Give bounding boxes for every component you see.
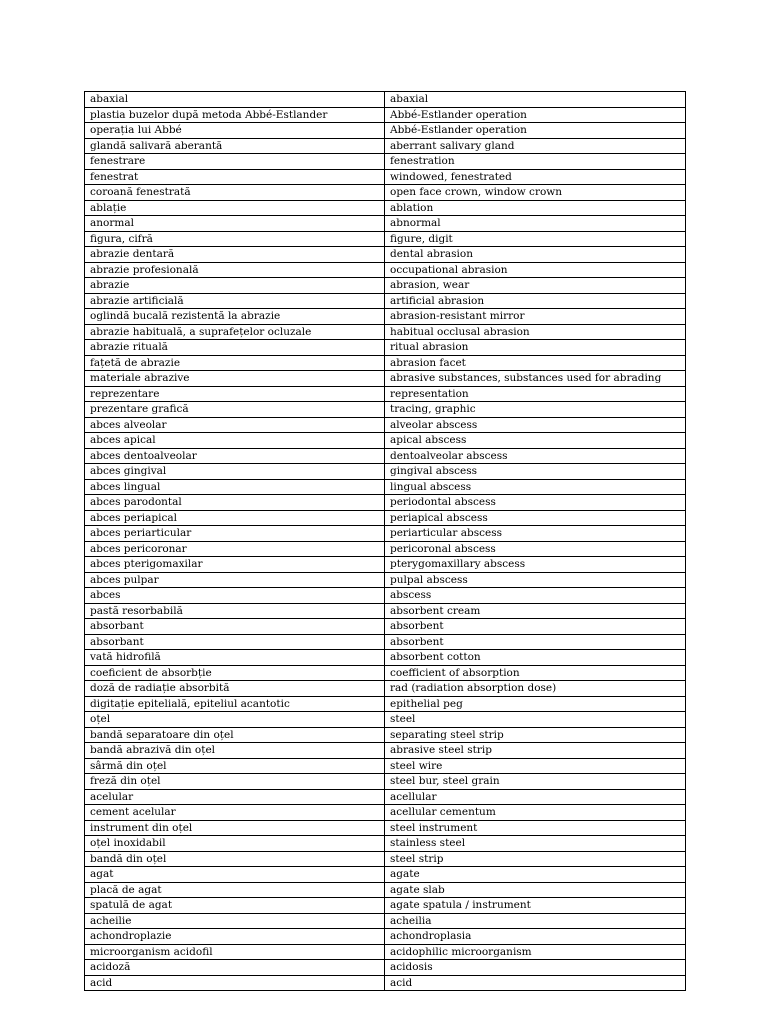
romanian-term-cell: abrazie dentară (85, 247, 385, 263)
english-term-cell: epithelial peg (385, 696, 686, 712)
romanian-term-cell: absorbant (85, 619, 385, 635)
english-term-cell: lingual abscess (385, 479, 686, 495)
english-term-cell: dental abrasion (385, 247, 686, 263)
table-row (85, 371, 686, 387)
romanian-term-cell: figura, cifră (85, 231, 385, 247)
romanian-term-cell: acheilie (85, 913, 385, 929)
table-row (85, 774, 686, 790)
table-row (85, 340, 686, 356)
english-term-cell: acellular cementum (385, 805, 686, 821)
table-row (85, 324, 686, 340)
romanian-term-cell: abces periarticular (85, 526, 385, 542)
romanian-term-cell: glandă salivară aberantă (85, 138, 385, 154)
english-term-cell: representation (385, 386, 686, 402)
english-term-cell: periapical abscess (385, 510, 686, 526)
english-term-cell: steel bur, steel grain (385, 774, 686, 790)
table-row (85, 960, 686, 976)
table-row (85, 293, 686, 309)
table-row (85, 154, 686, 170)
romanian-term-cell: cement acelular (85, 805, 385, 821)
romanian-term-cell: anormal (85, 216, 385, 232)
table-row (85, 913, 686, 929)
romanian-term-cell: abces (85, 588, 385, 604)
english-term-cell: acid (385, 975, 686, 991)
romanian-term-cell: abces apical (85, 433, 385, 449)
romanian-term-cell: ablație (85, 200, 385, 216)
romanian-term-cell: digitație epitelială, epiteliul acantotic (85, 696, 385, 712)
table-row (85, 898, 686, 914)
english-term-cell: Abbé-Estlander operation (385, 107, 686, 123)
english-term-cell: aberrant salivary gland (385, 138, 686, 154)
table-row (85, 882, 686, 898)
romanian-term-cell: prezentare grafică (85, 402, 385, 418)
table-row (85, 758, 686, 774)
romanian-term-cell: acidoză (85, 960, 385, 976)
english-term-cell: absorbent (385, 619, 686, 635)
english-term-cell: abrasion facet (385, 355, 686, 371)
english-term-cell: artificial abrasion (385, 293, 686, 309)
table-row (85, 479, 686, 495)
romanian-term-cell: vată hidrofilă (85, 650, 385, 666)
romanian-term-cell: bandă din oțel (85, 851, 385, 867)
english-term-cell: acidophilic microorganism (385, 944, 686, 960)
romanian-term-cell: materiale abrazive (85, 371, 385, 387)
romanian-term-cell: plastia buzelor după metoda Abbé-Estlander (85, 107, 385, 123)
romanian-term-cell: oglindă bucală rezistentă la abrazie (85, 309, 385, 325)
english-term-cell: gingival abscess (385, 464, 686, 480)
english-term-cell: agate spatula / instrument (385, 898, 686, 914)
romanian-term-cell: bandă separatoare din oțel (85, 727, 385, 743)
glossary-table-body (85, 92, 686, 991)
table-row (85, 634, 686, 650)
english-term-cell: occupational abrasion (385, 262, 686, 278)
romanian-term-cell: abrazie (85, 278, 385, 294)
english-term-cell: pulpal abscess (385, 572, 686, 588)
table-row (85, 278, 686, 294)
table-row (85, 541, 686, 557)
english-term-cell: acidosis (385, 960, 686, 976)
english-term-cell: absorbent cream (385, 603, 686, 619)
table-row (85, 929, 686, 945)
english-term-cell: figure, digit (385, 231, 686, 247)
table-row (85, 588, 686, 604)
romanian-term-cell: acid (85, 975, 385, 991)
table-row (85, 867, 686, 883)
table-row (85, 665, 686, 681)
romanian-term-cell: operația lui Abbé (85, 123, 385, 139)
romanian-term-cell: abces pterigomaxilar (85, 557, 385, 573)
english-term-cell: alveolar abscess (385, 417, 686, 433)
english-term-cell: periodontal abscess (385, 495, 686, 511)
table-row (85, 216, 686, 232)
table-row (85, 743, 686, 759)
table-row (85, 603, 686, 619)
table-row (85, 650, 686, 666)
romanian-term-cell: pastă resorbabilă (85, 603, 385, 619)
english-term-cell: coefficient of absorption (385, 665, 686, 681)
table-row (85, 526, 686, 542)
english-term-cell: periarticular abscess (385, 526, 686, 542)
table-row (85, 836, 686, 852)
romanian-term-cell: oțel (85, 712, 385, 728)
english-term-cell: acheilia (385, 913, 686, 929)
english-term-cell: apical abscess (385, 433, 686, 449)
romanian-term-cell: abces alveolar (85, 417, 385, 433)
table-row (85, 309, 686, 325)
romanian-term-cell: reprezentare (85, 386, 385, 402)
english-term-cell: ablation (385, 200, 686, 216)
table-row (85, 107, 686, 123)
table-row (85, 510, 686, 526)
english-term-cell: abrasion-resistant mirror (385, 309, 686, 325)
romanian-term-cell: abrazie rituală (85, 340, 385, 356)
english-term-cell: steel instrument (385, 820, 686, 836)
english-term-cell: steel strip (385, 851, 686, 867)
english-term-cell: Abbé-Estlander operation (385, 123, 686, 139)
romanian-term-cell: placă de agat (85, 882, 385, 898)
table-row (85, 200, 686, 216)
english-term-cell: abscess (385, 588, 686, 604)
english-term-cell: open face crown, window crown (385, 185, 686, 201)
english-term-cell: abaxial (385, 92, 686, 108)
table-row (85, 448, 686, 464)
romanian-term-cell: abces lingual (85, 479, 385, 495)
english-term-cell: achondroplasia (385, 929, 686, 945)
english-term-cell: agate (385, 867, 686, 883)
table-row (85, 495, 686, 511)
table-row (85, 619, 686, 635)
romanian-term-cell: sârmă din oțel (85, 758, 385, 774)
english-term-cell: tracing, graphic (385, 402, 686, 418)
english-term-cell: ritual abrasion (385, 340, 686, 356)
table-row (85, 464, 686, 480)
romanian-term-cell: acelular (85, 789, 385, 805)
english-term-cell: abrasive steel strip (385, 743, 686, 759)
table-row (85, 805, 686, 821)
romanian-term-cell: coroană fenestrată (85, 185, 385, 201)
romanian-term-cell: abrazie artificială (85, 293, 385, 309)
english-term-cell: agate slab (385, 882, 686, 898)
romanian-term-cell: doză de radiație absorbită (85, 681, 385, 697)
english-term-cell: abrasion, wear (385, 278, 686, 294)
table-row (85, 231, 686, 247)
romanian-term-cell: absorbant (85, 634, 385, 650)
table-row (85, 851, 686, 867)
romanian-term-cell: oțel inoxidabil (85, 836, 385, 852)
english-term-cell: stainless steel (385, 836, 686, 852)
romanian-term-cell: bandă abrazivă din oțel (85, 743, 385, 759)
romanian-term-cell: agat (85, 867, 385, 883)
table-row (85, 789, 686, 805)
romanian-term-cell: abaxial (85, 92, 385, 108)
romanian-term-cell: fenestrat (85, 169, 385, 185)
romanian-term-cell: fațetă de abrazie (85, 355, 385, 371)
romanian-term-cell: abrazie profesională (85, 262, 385, 278)
english-term-cell: absorbent (385, 634, 686, 650)
table-row (85, 417, 686, 433)
english-term-cell: rad (radiation absorption dose) (385, 681, 686, 697)
romanian-term-cell: microorganism acidofil (85, 944, 385, 960)
english-term-cell: habitual occlusal abrasion (385, 324, 686, 340)
table-row (85, 681, 686, 697)
english-term-cell: windowed, fenestrated (385, 169, 686, 185)
table-row (85, 355, 686, 371)
table-row (85, 727, 686, 743)
table-row (85, 696, 686, 712)
table-row (85, 402, 686, 418)
table-row (85, 386, 686, 402)
table-row (85, 262, 686, 278)
table-row (85, 820, 686, 836)
english-term-cell: steel (385, 712, 686, 728)
english-term-cell: abrasive substances, substances used for abrading (385, 371, 686, 387)
romanian-term-cell: fenestrare (85, 154, 385, 170)
english-term-cell: fenestration (385, 154, 686, 170)
english-term-cell: steel wire (385, 758, 686, 774)
table-row (85, 712, 686, 728)
romanian-term-cell: abces dentoalveolar (85, 448, 385, 464)
romanian-term-cell: instrument din oțel (85, 820, 385, 836)
table-row (85, 169, 686, 185)
english-term-cell: separating steel strip (385, 727, 686, 743)
english-term-cell: abnormal (385, 216, 686, 232)
romanian-term-cell: abces pericoronar (85, 541, 385, 557)
table-row (85, 975, 686, 991)
romanian-term-cell: achondroplazie (85, 929, 385, 945)
romanian-term-cell: abces periapical (85, 510, 385, 526)
romanian-term-cell: spatulă de agat (85, 898, 385, 914)
romanian-term-cell: abces pulpar (85, 572, 385, 588)
table-row (85, 557, 686, 573)
romanian-term-cell: abrazie habituală, a suprafețelor ocluzale (85, 324, 385, 340)
table-row (85, 247, 686, 263)
english-term-cell: absorbent cotton (385, 650, 686, 666)
table-row (85, 185, 686, 201)
table-row (85, 433, 686, 449)
romanian-term-cell: freză din oțel (85, 774, 385, 790)
english-term-cell: pterygomaxillary abscess (385, 557, 686, 573)
table-row (85, 944, 686, 960)
english-term-cell: pericoronal abscess (385, 541, 686, 557)
english-term-cell: acellular (385, 789, 686, 805)
romanian-term-cell: abces parodontal (85, 495, 385, 511)
table-row (85, 92, 686, 108)
glossary-table (84, 91, 686, 991)
table-row (85, 138, 686, 154)
romanian-term-cell: coeficient de absorbție (85, 665, 385, 681)
table-row (85, 123, 686, 139)
english-term-cell: dentoalveolar abscess (385, 448, 686, 464)
table-row (85, 572, 686, 588)
romanian-term-cell: abces gingival (85, 464, 385, 480)
